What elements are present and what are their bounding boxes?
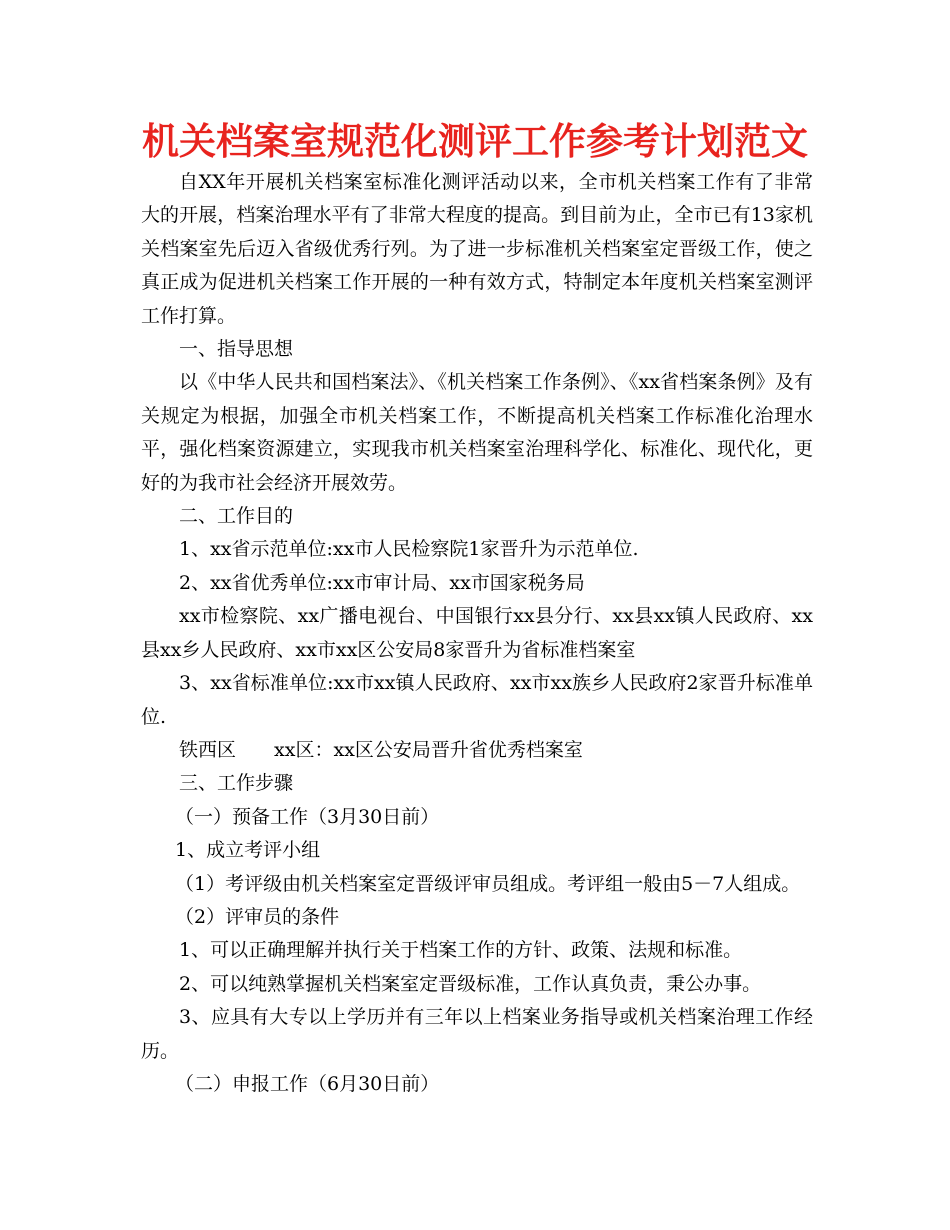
guiding-ideology-paragraph: 以《中华人民共和国档案法》、《机关档案工作条例》、《xx省档案条例》及有关规定为根据，加强全市机关档案工作，不断提高机关档案工作标准化治理水平，强化档案资源建立，实现我市机关档案室治理科学化、标准化、现代化，更好的为我市社会经济开展效劳。	[141, 371, 813, 494]
goal-item-2-detail: xx市检察院、xx广播电视台、中国银行xx县分行、xx县xx镇人民政府、xx县xx乡人民政府、xx市xx区公安局8家晋升为省标准档案室	[141, 605, 813, 661]
reviewer-condition-2: 2、可以纯熟掌握机关档案室定晋级标准，工作认真负责，秉公办事。	[179, 972, 762, 995]
goal-item-3: 3、xx省标准单位:xx市xx镇人民政府、xx市xx族乡人民政府2家晋升标准单位.	[141, 672, 813, 728]
district-line	[141, 734, 813, 767]
document-body	[141, 166, 813, 1101]
document-title: 机关档案室规范化测评工作参考计划范文	[142, 120, 808, 163]
district-name: 铁西区	[179, 738, 237, 761]
goal-item-1: 1、xx省示范单位:xx市人民检察院1家晋升为示范单位.	[179, 538, 639, 561]
district-detail: xx区：xx区公安局晋升省优秀档案室	[274, 738, 583, 761]
section-heading-work-steps: 三、工作步骤	[179, 772, 294, 795]
reviewer-condition-3: 3、应具有大专以上学历并有三年以上档案业务指导或机关档案治理工作经历。	[141, 1006, 813, 1062]
step-1-form-group: 1、成立考评小组	[175, 839, 321, 862]
section-heading-work-goals: 二、工作目的	[179, 505, 294, 528]
section-heading-guiding-ideology: 一、指导思想	[179, 338, 294, 361]
reviewer-condition-1: 1、可以正确理解并执行关于档案工作的方针、政策、法规和标准。	[179, 939, 743, 962]
step-1-detail-1: （1）考评级由机关档案室定晋级评审员组成。考评组一般由5－7人组成。	[175, 872, 801, 895]
goal-item-2: 2、xx省优秀单位:xx市审计局、xx市国家税务局	[179, 571, 585, 594]
step-application: （二）申报工作（6月30日前）	[175, 1072, 440, 1095]
step-preparation: （一）预备工作（3月30日前）	[175, 805, 440, 828]
intro-paragraph: 自XX年开展机关档案室标准化测评活动以来，全市机关档案工作有了非常大的开展，档案治理水平有了非常大程度的提高。到目前为止，全市已有13家机关档案室先后迈入省级优秀行列。为了进一步标准机关档案室定晋级工作，使之真正成为促进机关档案工作开展的一种有效方式，特制定本年度机关档案室测评工作打算。	[141, 171, 813, 327]
step-1-detail-2: （2）评审员的条件	[175, 905, 340, 928]
